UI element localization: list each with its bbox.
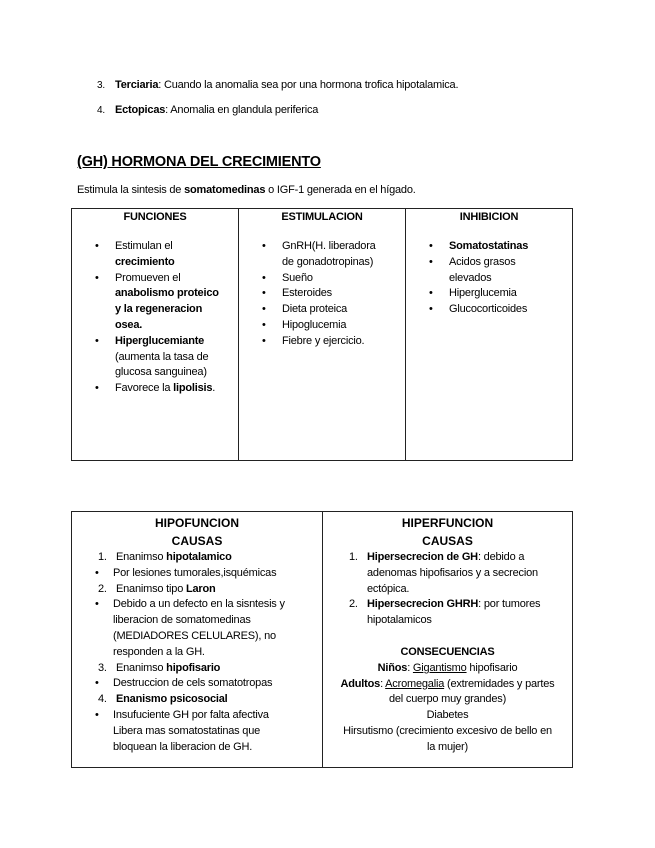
item-number: 4. [97,105,105,116]
inhibicion-header: INHIBICION [459,211,519,223]
list-item: 1. Enanimso hipotalamico [98,551,232,563]
section-title: (GH) HORMONA DEL CRECIMIENTO [77,154,321,170]
hypo-hyper-table [71,511,573,768]
hipofuncion-list [95,550,322,755]
inhibicion-cell [406,209,573,461]
intro-text: Estimula la sintesis de [77,184,185,196]
consecuencias-heading: CONSECUENCIAS [400,645,495,658]
classification-item-4 [97,104,318,116]
list-item: • Estimulan el crecimiento [115,239,238,271]
estimulacion-header: ESTIMULACION [281,211,363,223]
list-item: 4. Enanismo psicosocial [98,693,228,706]
list-item: • Insufuciente GH por falta afectiva Libera mas somatostatinas que bloquean la liberacion de GH. [95,708,269,753]
list-item: • Sueño [282,271,405,287]
list-item: • Hipoglucemia [282,318,405,334]
funciones-cell [72,209,239,461]
list-item: 1. Hipersecrecion de GH: debido a adenomas hipofisarios y a secrecion ectópica. [349,551,538,595]
hiperfuncion-title: HIPERFUNCION [401,516,494,530]
consecuencia-hirsutismo: Hirsutismo (crecimiento excesivo de bello en la mujer) [343,724,552,753]
list-item: • Fiebre y ejercicio. [282,334,405,350]
hipofuncion-title: HIPOFUNCION [155,516,239,530]
hiperfuncion-cell [323,512,573,768]
funciones-header: FUNCIONES [123,211,187,223]
item-number: 3. [97,80,105,91]
estimulacion-list [282,239,405,350]
intro-text-end: o IGF-1 generada en el hígado. [265,184,416,196]
intro-bold: somatomedinas [184,184,266,196]
item-text: : Cuando la anomalia sea por una hormona trofica hipotalamica. [158,79,459,91]
list-item: • Debido a un defecto en la sisntesis y liberacion de somatomedinas (MEDIADORES CELULARES), no responden a la GH. [95,598,285,658]
list-item: • Glucocorticoides [449,302,572,318]
item-term: Ectopicas [115,104,166,116]
funciones-list [115,239,238,397]
consecuencia-diabetes: Diabetes [426,709,469,722]
list-item: • Promueven el anabolismo proteico y la regeneracion osea. [115,271,238,334]
list-item: • Destruccion de cels somatotropas [95,677,273,690]
consecuencia-ninos: Niños: Gigantismo hipofisario [377,661,518,674]
list-item: • Favorece la lipolisis. [115,381,238,397]
hipofuncion-causas: CAUSAS [171,534,223,548]
hipofuncion-cell [72,512,323,768]
list-item: • Por lesiones tumorales,isquémicas [95,566,277,579]
hiperfuncion-list [349,550,572,629]
inhibicion-list [449,239,572,318]
gh-function-table [71,208,573,461]
list-item: • GnRH(H. liberadora de gonadotropinas) [282,239,405,271]
list-item: • Hiperglucemia [449,286,572,302]
item-term: Terciaria [115,79,159,91]
list-item: • Esteroides [282,286,405,302]
estimulacion-cell [239,209,406,461]
list-item: • Acidos grasos elevados [449,255,572,287]
hiperfuncion-causas: CAUSAS [422,534,473,548]
list-item: 3. Enanimso hipofisario [98,661,221,674]
list-item: • Dieta proteica [282,302,405,318]
list-item: • Somatostatinas [449,239,572,255]
classification-item-3 [97,79,458,91]
list-item: 2. Enanimso tipo Laron [98,582,216,595]
section-intro [77,184,416,196]
consecuencia-adultos: Adultos: Acromegalia (extremidades y partes del cuerpo muy grandes) [340,677,555,706]
item-text: : Anomalia en glandula periferica [165,104,319,116]
list-item: 2. Hipersecrecion GHRH: por tumores hipotalamicos [349,598,541,627]
list-item: • Hiperglucemiante (aumenta la tasa de glucosa sanguinea) [115,334,238,381]
